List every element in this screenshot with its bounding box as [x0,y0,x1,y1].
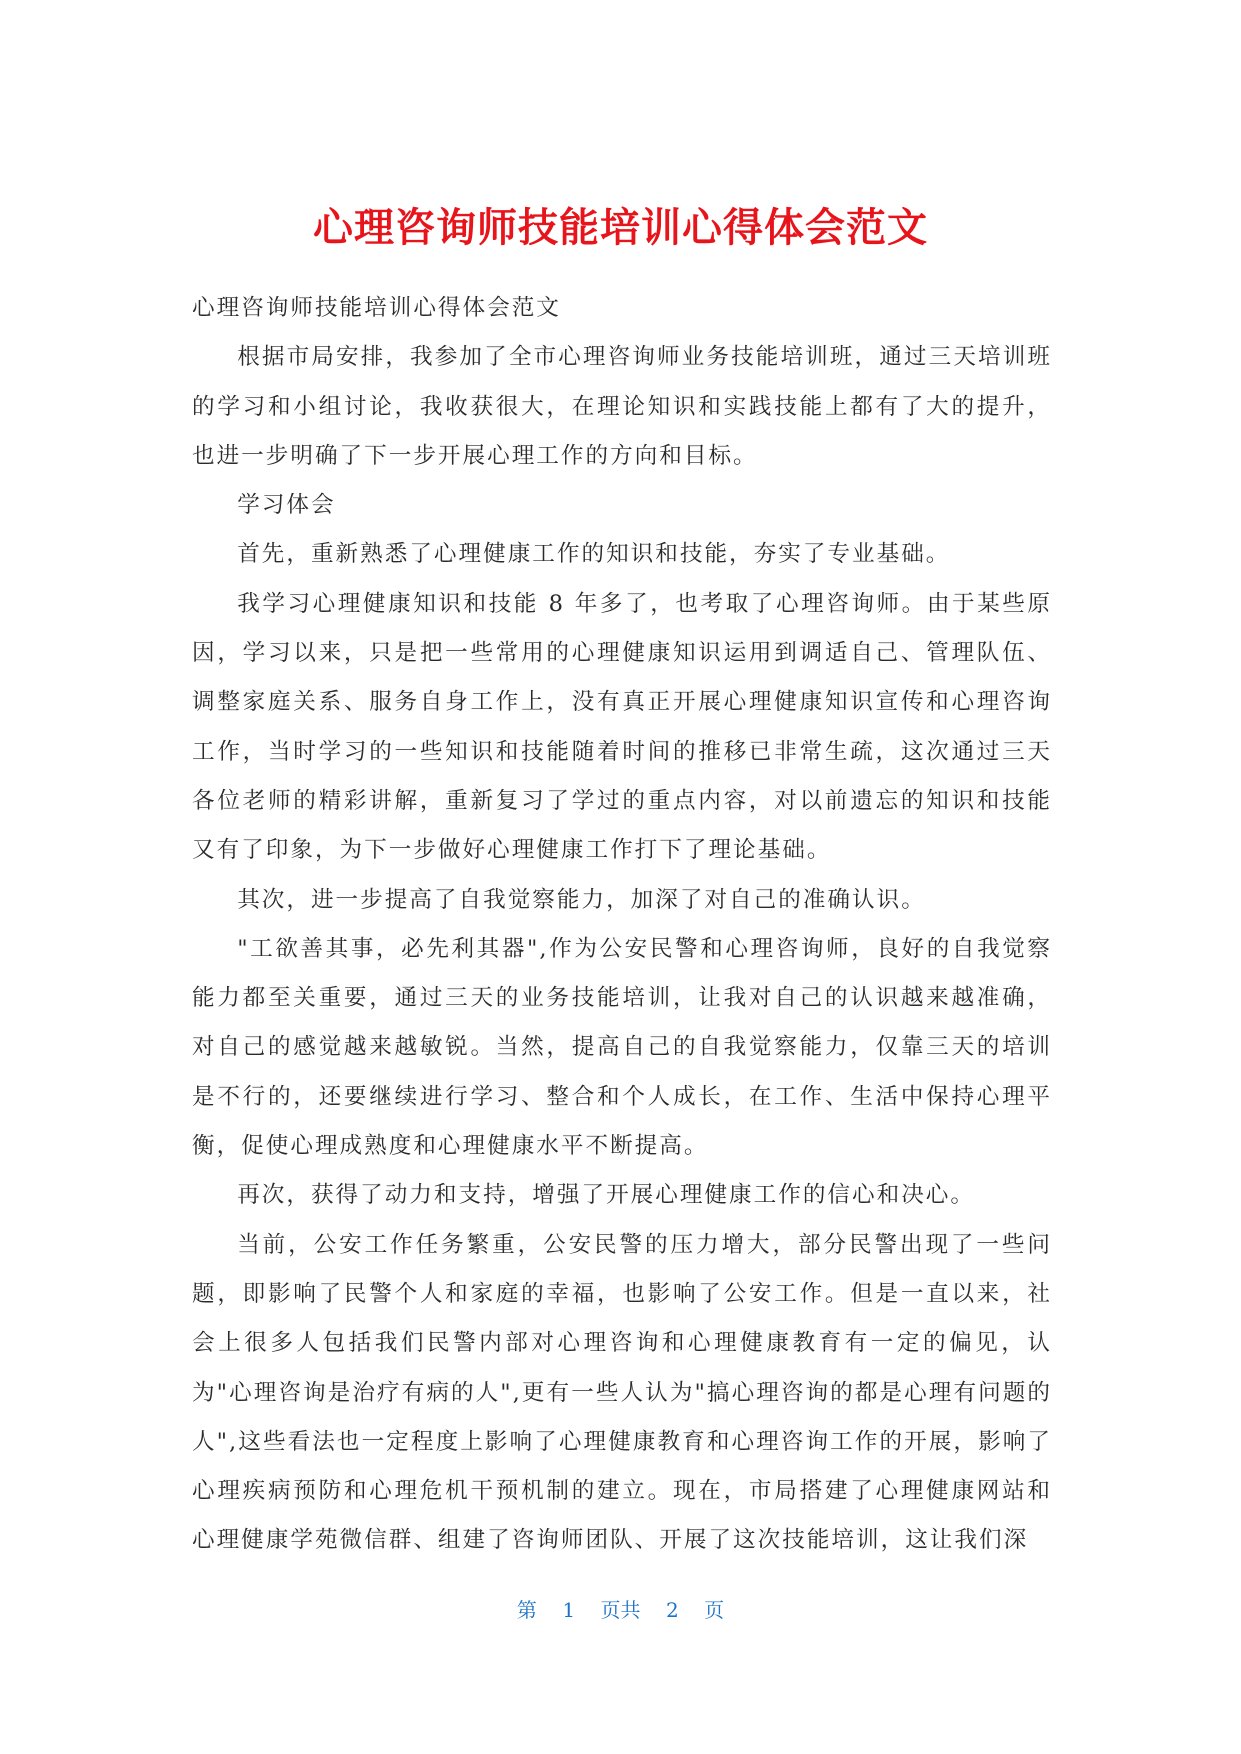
paragraph: 再次，获得了动力和支持，增强了开展心理健康工作的信心和决心。 [237,1182,975,1209]
footer-page-suffix: 页 [704,1598,725,1622]
paragraph: 当前，公安工作任务繁重，公安民警的压力增大，部分民警出现了一些问题，即影响了民警个人和家庭的幸福，也影响了公安工作。但是一直以来，社会上很多人包括我们民警内部对心理咨询和心理健康教育有一定的偏见，认为"心理咨询是治疗有病的人",更有一些人认为"搞心理咨询的都是心理有问题的人",这些看法也一定程度上影响了心理健康教育和心理咨询工作的开展，影响了心理疾病预防和心理危机干预机制的建立。现在，市局搭建了心理健康网站和心理健康学苑微信群、组建了咨询师团队、开展了这次技能培训，这让我们深 [192,1231,1052,1554]
document-body [192,284,1052,1566]
paragraph: 学习体会 [237,492,336,519]
paragraph: 我学习心理健康知识和技能 8 年多了，也考取了心理咨询师。由于某些原因，学习以来，只是把一些常用的心理健康知识运用到调适自己、管理队伍、调整家庭关系、服务自身工作上，没有真正开展心理健康知识宣传和心理咨询工作，当时学习的一些知识和技能随着时间的推移已非常生疏，这次通过三天各位老师的精彩讲解，重新复习了学过的重点内容，对以前遗忘的知识和技能又有了印象，为下一步做好心理健康工作打下了理论基础。 [192,590,1052,864]
document-title: 心理咨询师技能培训心得体会范文 [313,205,928,251]
footer-current-page: 1 [562,1598,576,1622]
footer-total-label: 页共 [600,1598,641,1622]
paragraph: 首先，重新熟悉了心理健康工作的知识和技能，夯实了专业基础。 [237,541,951,568]
paragraph: 其次，进一步提高了自我觉察能力，加深了对自己的准确认识。 [237,886,926,913]
paragraph: "工欲善其事，必先利其器",作为公安民警和心理咨询师，良好的自我觉察能力都至关重要，通过三天的业务技能培训，让我对自己的认识越来越准确，对自己的感觉越来越敏锐。当然，提高自己的自我觉察能力，仅靠三天的培训是不行的，还要继续进行学习、整合和个人成长，在工作、生活中保持心理平衡，促使心理成熟度和心理健康水平不断提高。 [192,935,1052,1160]
paragraph: 根据市局安排，我参加了全市心理咨询师业务技能培训班，通过三天培训班的学习和小组讨论，我收获很大，在理论知识和实践技能上都有了大的提升，也进一步明确了下一步开展心理工作的方向和目标。 [192,344,1052,469]
paragraph: 心理咨询师技能培训心得体会范文 [192,295,561,321]
page-footer [0,1596,1241,1624]
footer-total-pages: 2 [665,1598,679,1622]
footer-page-label: 第 [516,1598,537,1622]
